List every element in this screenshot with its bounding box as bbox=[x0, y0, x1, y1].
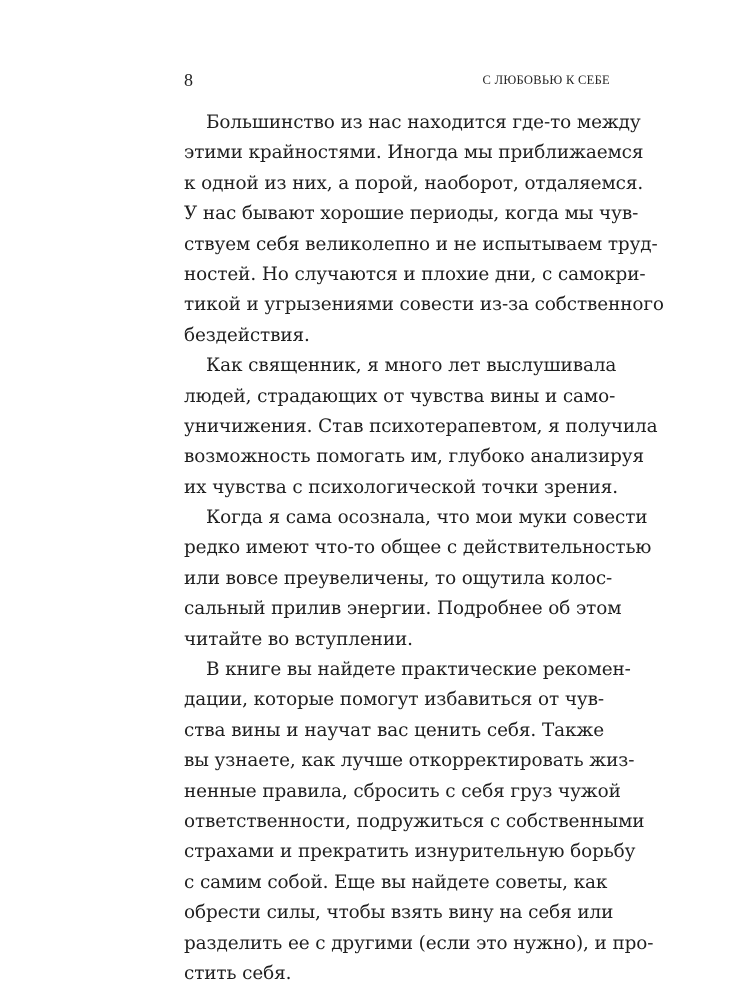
text-line: тикой и угрызениями совести из-за собственного bbox=[184, 294, 664, 316]
text-line: редко имеют что-то общее с действительностью bbox=[184, 537, 652, 559]
paragraph bbox=[184, 108, 664, 351]
text-line: людей, страдающих от чувства вины и само- bbox=[184, 385, 616, 407]
text-line: страхами и прекратить изнурительную борьбу bbox=[184, 841, 636, 863]
text-line: читайте во вступлении. bbox=[184, 628, 413, 650]
text-line: ства вины и научат вас ценить себя. Также bbox=[184, 719, 604, 741]
page-header bbox=[184, 70, 610, 94]
text-line: или вовсе преувеличены, то ощутила колос- bbox=[184, 567, 613, 589]
text-line: вы узнаете, как лучше откорректировать жиз- bbox=[184, 750, 635, 772]
text-line: ностей. Но случаются и плохие дни, с самокри- bbox=[184, 263, 646, 285]
text-line: разделить ее с другими (если это нужно), и про- bbox=[184, 932, 654, 954]
text-line: ответственности, подружиться с собственными bbox=[184, 810, 645, 832]
body-text bbox=[184, 108, 664, 989]
text-line: дации, которые помогут избавиться от чув- bbox=[184, 689, 604, 711]
text-line: к одной из них, а порой, наоборот, отдаляемся. bbox=[184, 172, 644, 194]
text-line: их чувства с психологической точки зрения. bbox=[184, 476, 618, 498]
page-number: 8 bbox=[184, 70, 193, 90]
text-line: сальный прилив энергии. Подробнее об этом bbox=[184, 598, 622, 620]
text-line: обрести силы, чтобы взять вину на себя или bbox=[184, 902, 614, 924]
text-line: уничижения. Став психотерапевтом, я получила bbox=[184, 415, 658, 437]
text-line: возможность помогать им, глубоко анализируя bbox=[184, 446, 645, 468]
text-line: В книге вы найдете практические рекомен- bbox=[206, 659, 631, 681]
paragraph bbox=[184, 655, 654, 989]
paragraph bbox=[184, 351, 658, 503]
text-line: У нас бывают хорошие периоды, когда мы чув- bbox=[184, 203, 639, 225]
running-head: С ЛЮБОВЬЮ К СЕБЕ bbox=[482, 73, 610, 87]
text-line: этими крайностями. Иногда мы приближаемся bbox=[184, 142, 644, 164]
text-line: бездействия. bbox=[184, 324, 310, 346]
text-line: с самим собой. Еще вы найдете советы, как bbox=[184, 871, 608, 893]
text-line: Как священник, я много лет выслушивала bbox=[206, 355, 617, 377]
text-line: стить себя. bbox=[184, 962, 292, 984]
text-line: Когда я сама осознала, что мои муки совести bbox=[206, 507, 648, 529]
text-line: ствуем себя великолепно и не испытываем труд- bbox=[184, 233, 658, 255]
text-line: ненные правила, сбросить с себя груз чужой bbox=[184, 780, 621, 802]
paragraph bbox=[184, 503, 652, 655]
text-line: Большинство из нас находится где-то между bbox=[206, 112, 641, 133]
